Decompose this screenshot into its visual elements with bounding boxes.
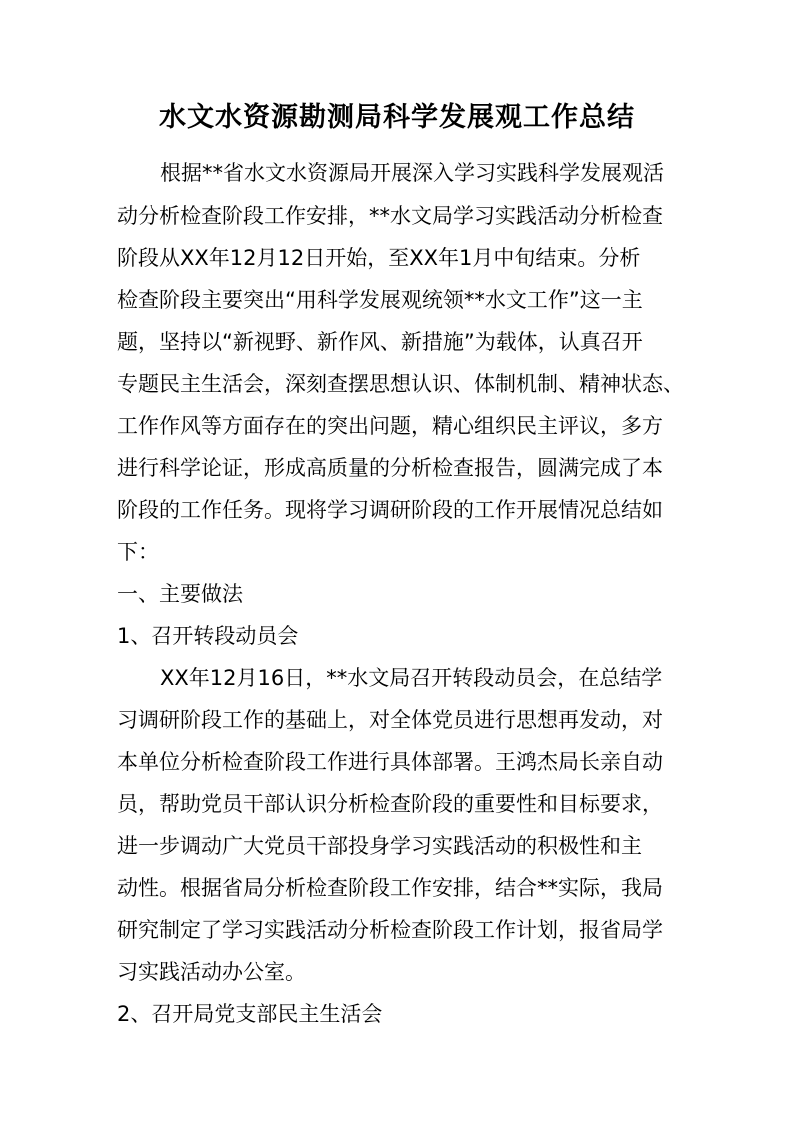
body-text-line: 动性。根据省局分析检查阶段工作安排，结合**实际，我局 bbox=[117, 876, 663, 900]
body-text-line: 检查阶段主要突出“用科学发展观统领**水文工作”这一主 bbox=[117, 288, 643, 312]
body-text-line: 阶段的工作任务。现将学习调研阶段的工作开展情况总结如 bbox=[117, 498, 663, 522]
body-text-line: 进一步调动广大党员干部投身学习实践活动的积极性和主 bbox=[117, 834, 642, 858]
body-text-line: 动分析检查阶段工作安排，**水文局学习实践活动分析检查 bbox=[117, 204, 663, 228]
body-text-line: 进行科学论证，形成高质量的分析检查报告，圆满完成了本 bbox=[117, 456, 663, 480]
document-title: 水文水资源勘测局科学发展观工作总结 bbox=[159, 102, 635, 133]
subsection-heading: 1、召开转段动员会 bbox=[117, 624, 299, 648]
body-text-line: 习实践活动办公室。 bbox=[117, 960, 306, 984]
body-text-line: 下： bbox=[117, 540, 159, 564]
body-text-line: 阶段从XX年12月12日开始，至XX年1月中旬结束。分析 bbox=[117, 246, 641, 270]
section-heading: 一、主要做法 bbox=[117, 582, 243, 606]
body-text-line: 根据**省水文水资源局开展深入学习实践科学发展观活 bbox=[160, 161, 664, 185]
body-text-line: 题，坚持以“新视野、新作风、新措施”为载体，认真召开 bbox=[117, 330, 643, 354]
body-text-line: 习调研阶段工作的基础上，对全体党员进行思想再发动，对 bbox=[117, 708, 663, 732]
body-text-line: XX年12月16日，**水文局召开转段动员会，在总结学 bbox=[160, 666, 663, 690]
body-text-line: 工作作风等方面存在的突出问题，精心组织民主评议，多方 bbox=[117, 414, 663, 438]
body-text-line: 研究制定了学习实践活动分析检查阶段工作计划，报省局学 bbox=[117, 918, 663, 942]
body-text-line: 员，帮助党员干部认识分析检查阶段的重要性和目标要求， bbox=[117, 792, 663, 816]
subsection-heading: 2、召开局党支部民主生活会 bbox=[117, 1002, 383, 1026]
body-text-line: 本单位分析检查阶段工作进行具体部署。王鸿杰局长亲自动 bbox=[117, 750, 663, 774]
body-text-line: 专题民主生活会，深刻查摆思想认识、体制机制、精神状态、 bbox=[117, 372, 684, 396]
